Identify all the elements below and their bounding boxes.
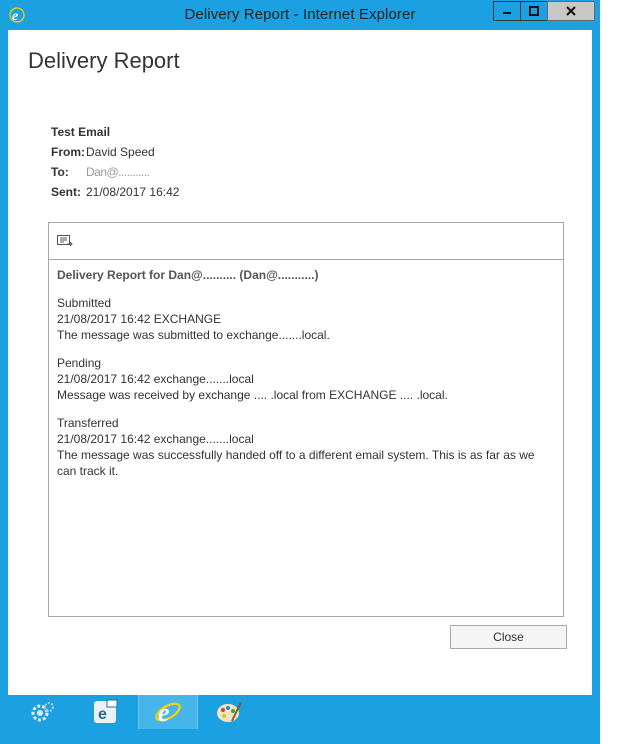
to-label: To:	[51, 165, 69, 179]
close-icon	[566, 6, 576, 16]
close-button[interactable]: Close	[450, 625, 567, 649]
stage-name: Submitted	[57, 296, 112, 310]
stage-detail: 21/08/2017 16:42 exchange.......local	[57, 432, 254, 446]
svg-text:e: e	[12, 9, 19, 24]
taskbar-item-exchange[interactable]	[76, 695, 134, 729]
page-content	[8, 30, 592, 695]
sent-row	[51, 185, 179, 199]
sent-value: 21/08/2017 16:42	[86, 185, 180, 199]
report-body	[57, 267, 555, 491]
stage-name: Pending	[57, 356, 102, 370]
svg-text:e: e	[158, 698, 170, 727]
report-stage-submitted	[57, 295, 555, 343]
minimize-icon	[502, 6, 512, 16]
sent-label: Sent:	[51, 185, 81, 199]
minimize-button[interactable]	[493, 1, 521, 21]
stage-message: The message was successfully handed off to a different email system. This is as far as we can track it.	[57, 448, 535, 478]
taskbar-item-paint[interactable]	[200, 695, 258, 729]
report-stage-pending	[57, 355, 555, 403]
to-row	[51, 165, 149, 179]
paint-icon	[214, 697, 244, 727]
message-subject: Test Email	[51, 125, 111, 139]
maximize-button[interactable]	[520, 1, 548, 21]
report-header: Delivery Report for Dan@.......... (Dan@...........)	[57, 268, 319, 282]
from-label: From:	[51, 145, 85, 159]
delivery-report-panel	[48, 222, 564, 617]
stage-detail: 21/08/2017 16:42 exchange.......local	[57, 372, 254, 386]
settings-icon	[29, 698, 57, 726]
title-bar[interactable]	[0, 0, 600, 30]
page-title: Delivery Report	[28, 48, 180, 73]
from-row	[51, 145, 155, 159]
taskbar-item-internet-explorer[interactable]	[138, 695, 198, 729]
taskbar	[0, 695, 600, 744]
from-value: David Speed	[86, 145, 155, 159]
report-stage-transferred	[57, 415, 555, 479]
taskbar-item-settings[interactable]	[14, 695, 72, 729]
stage-name: Transferred	[57, 416, 119, 430]
window-title: Delivery Report - Internet Explorer	[184, 6, 416, 23]
stage-message: The message was submitted to exchange.......local.	[57, 328, 330, 342]
to-value: Dan@...........	[86, 165, 150, 179]
close-window-button[interactable]	[547, 1, 595, 21]
report-export-icon[interactable]	[57, 235, 74, 248]
report-toolbar	[49, 223, 563, 260]
internet-explorer-icon	[152, 696, 184, 728]
stage-message: Message was received by exchange .... .local from EXCHANGE .... .local.	[57, 388, 448, 402]
exchange-icon	[90, 697, 120, 727]
svg-text:e: e	[98, 706, 107, 723]
maximize-icon	[529, 6, 539, 16]
stage-detail: 21/08/2017 16:42 EXCHANGE	[57, 312, 222, 326]
